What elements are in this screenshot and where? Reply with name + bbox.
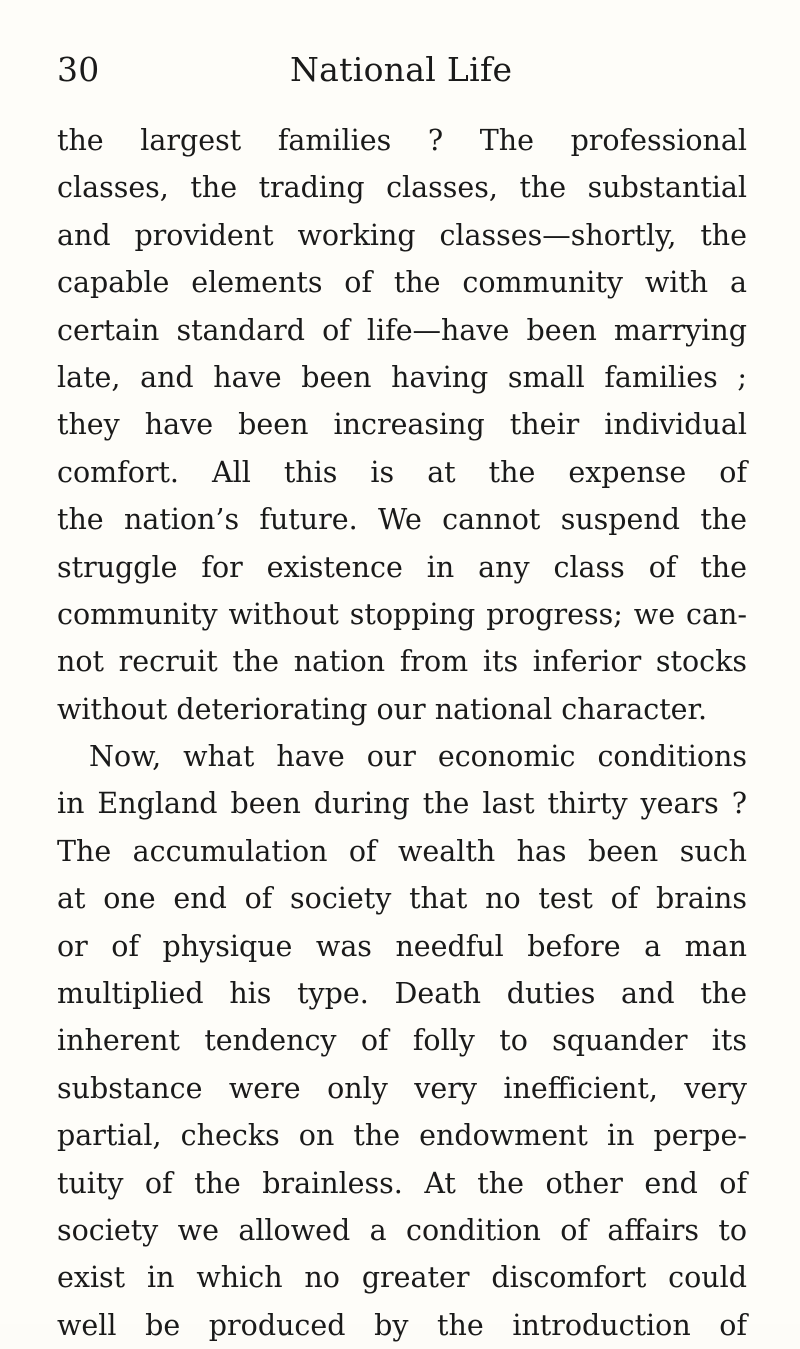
text-line: exist in which no greater discomfort could — [57, 1261, 747, 1295]
text-line: in England been during the last thirty years ? — [57, 787, 747, 821]
text-line: struggle for existence in any class of the — [57, 550, 747, 584]
text-line: comfort. All this is at the expense of — [57, 455, 747, 489]
text-line: the largest families ? The professional — [57, 124, 747, 157]
text-line: well be produced by the introduction of — [57, 1308, 747, 1342]
page-number: 30 — [57, 50, 100, 89]
running-title: National Life — [290, 50, 513, 89]
text-line: and provident working classes—shortly, the — [57, 218, 747, 252]
text-line: the nation’s future. We cannot suspend the — [57, 503, 747, 537]
text-line: substance were only very inefficient, very — [57, 1071, 747, 1105]
text-line: not recruit the nation from its inferior stocks — [57, 645, 747, 679]
text-line: they have been increasing their individual — [57, 408, 747, 442]
text-line: or of physique was needful before a man — [57, 929, 747, 963]
running-head — [57, 50, 747, 98]
body-text — [57, 117, 747, 1349]
text-line: society we allowed a condition of affairs to — [57, 1213, 747, 1247]
text-line: capable elements of the community with a — [57, 266, 747, 300]
text-line: inherent tendency of folly to squander its — [57, 1024, 747, 1058]
text-line: without deteriorating our national character. — [57, 692, 708, 726]
text-line: community without stopping progress; we can- — [57, 597, 747, 631]
text-line: at one end of society that no test of brains — [57, 882, 747, 916]
text-line: tuity of the brainless. At the other end of — [57, 1166, 747, 1200]
text-line: Now, what have our economic conditions — [89, 740, 747, 774]
text-line: late, and have been having small families ; — [57, 360, 747, 394]
text-line: certain standard of life—have been marrying — [57, 313, 747, 347]
text-line: multiplied his type. Death duties and the — [57, 977, 747, 1011]
text-line: The accumulation of wealth has been such — [57, 834, 747, 868]
text-line: classes, the trading classes, the substantial — [57, 171, 747, 205]
text-line: partial, checks on the endowment in perpe- — [57, 1119, 747, 1153]
